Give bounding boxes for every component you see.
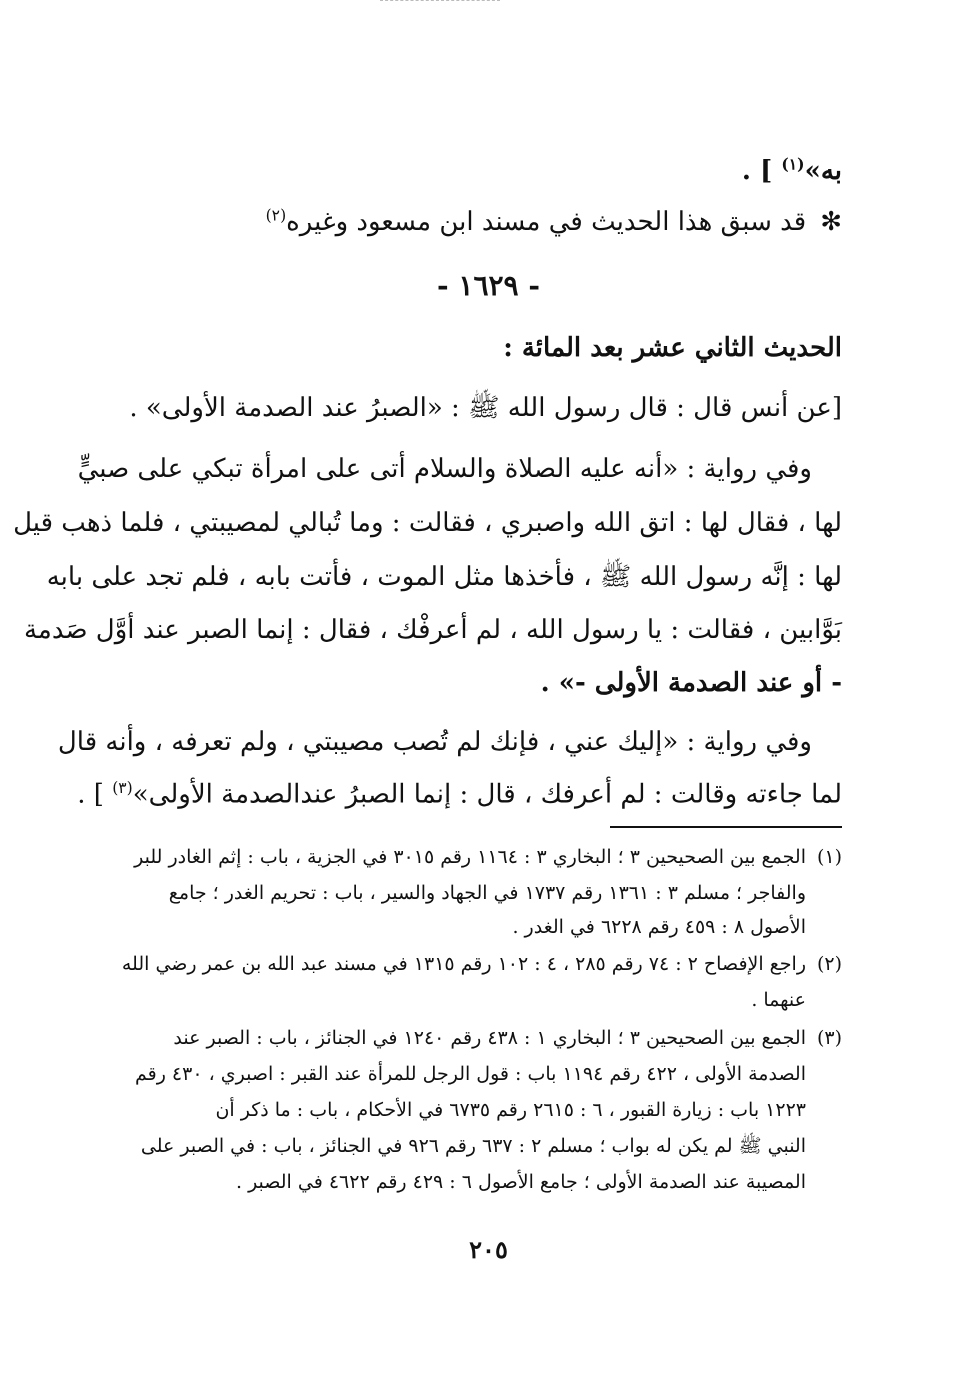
- footnote-3-line-2: الصدمة الأولى ، ٤٢٢ رقم ١١٩٤ باب : قول الرجل للمرأة عند القبر : اصبري ، ٤٣٠ رقم: [134, 1063, 806, 1085]
- continuation-text: به»$^{(١)}$ ] .: [741, 154, 842, 186]
- hadith-text-line-5: بَوَّابين ، فقالت : يا رسول الله ، لم أعرفْك ، فقال : إنما الصبر عند أوَّل صَدمة: [23, 615, 842, 645]
- footnote-1-text: الجمع بين الصحيحين ٣ ؛ البخاري ٣ : ١١٦٤ رقم ٣٠١٥ في الجزية ، باب : إثم الغادر للبر: [134, 846, 806, 868]
- hadith-text-line-1: [عن أنس قال : قال رسول الله ﷺ : «الصبرُ عند الصدمة الأولى» .: [129, 393, 842, 423]
- hadith-text-line-2: وفي رواية : «أنه عليه الصلاة والسلام أتى على امرأة تبكي على صبيٍّ: [77, 454, 812, 484]
- footnote-2-number: (٢): [816, 953, 842, 975]
- footnote-1-number: (١): [816, 846, 842, 868]
- footnote-1-line-1: [135, 848, 842, 867]
- previous-hadith-note: [135, 208, 842, 235]
- footnote-2-text: راجع الإفصاح ٢ : ٧٤ رقم ٢٨٥ ، ٤ : ١٠٢ رقم ١٣١٥ في مسند عبد الله بن عمر رضي الله: [121, 953, 806, 975]
- hadith-text-line-4: لها : إنَّه رسول الله ﷺ ، فأخذها مثل الموت ، فأتت بابه ، فلم تجد على بابه: [46, 562, 842, 592]
- section-heading: الحديث الثاني عشر بعد المائة :: [503, 333, 842, 363]
- footnote-2-line-2: عنهما .: [751, 989, 806, 1011]
- asterisk-icon: ✻: [820, 206, 842, 237]
- hadith-text-line-8: لما جاءته وقالت : لم أعرفك ، قال : إنما الصبرُ عندالصدمة الأولى»$^{(٣)}$ ] .: [77, 779, 842, 810]
- footnote-3-number: (٣): [816, 1027, 842, 1049]
- footnote-3-line-1: [135, 1029, 842, 1048]
- footnote-1-line-2: والفاجر ؛ مسلم ٣ : ١٣٦١ رقم ١٧٣٧ في الجهاد والسير ، باب : تحريم الغدر ؛ جامع: [168, 882, 806, 904]
- footnote-3-line-5: المصيبة عند الصدمة الأولى ؛ جامع الأصول ٦ : ٤٢٩ رقم ٤٦٢٢ في الصبر .: [235, 1171, 806, 1193]
- footnote-3-text: الجمع بين الصحيحين ٣ ؛ البخاري ١ : ٤٣٨ رقم ١٢٤٠ في الجنائز ، باب : الصبر عند: [173, 1027, 806, 1049]
- footnote-2-line-1: [121, 953, 842, 975]
- footnote-1-line-3: الأصول ٨ : ٤٥٩ رقم ٦٢٢٨ في الغدر .: [512, 916, 806, 938]
- footnote-separator: [610, 826, 842, 828]
- hadith-text-line-7: وفي رواية : «إليك عني ، فإنك لم تُصب مصيبتي ، ولم تعرفه ، وأنه قال: [57, 727, 812, 757]
- hadith-text-line-6: - أو عند الصدمة الأولى -» .: [540, 668, 842, 698]
- top-edge-mark: [380, 0, 500, 3]
- footnote-3-line-3: ١٢٢٣ باب : زيارة القبور ، ٦ : ٢٦١٥ رقم ٦٧٣٥ في الأحكام ، باب : ما ذكر أن: [215, 1099, 806, 1121]
- hadith-text-line-3: لها ، فقال لها : اتق الله واصبري ، فقالت : وما تُبالي لمصيبتي ، فلما ذهب قيل: [13, 508, 842, 538]
- page-number: ٢٠٥: [469, 1235, 508, 1264]
- continuation-line: [135, 156, 842, 184]
- hadith-number: - ١٦٢٩ -: [437, 269, 540, 302]
- footnote-3-line-4: النبي ﷺ لم يكن له بواب ؛ مسلم ٢ : ٦٣٧ رقم ٩٢٦ في الجنائز ، باب : في الصبر على: [140, 1135, 806, 1157]
- note-text: قد سبق هذا الحديث في مسند ابن مسعود وغيره$^{(٢)}$: [265, 206, 807, 237]
